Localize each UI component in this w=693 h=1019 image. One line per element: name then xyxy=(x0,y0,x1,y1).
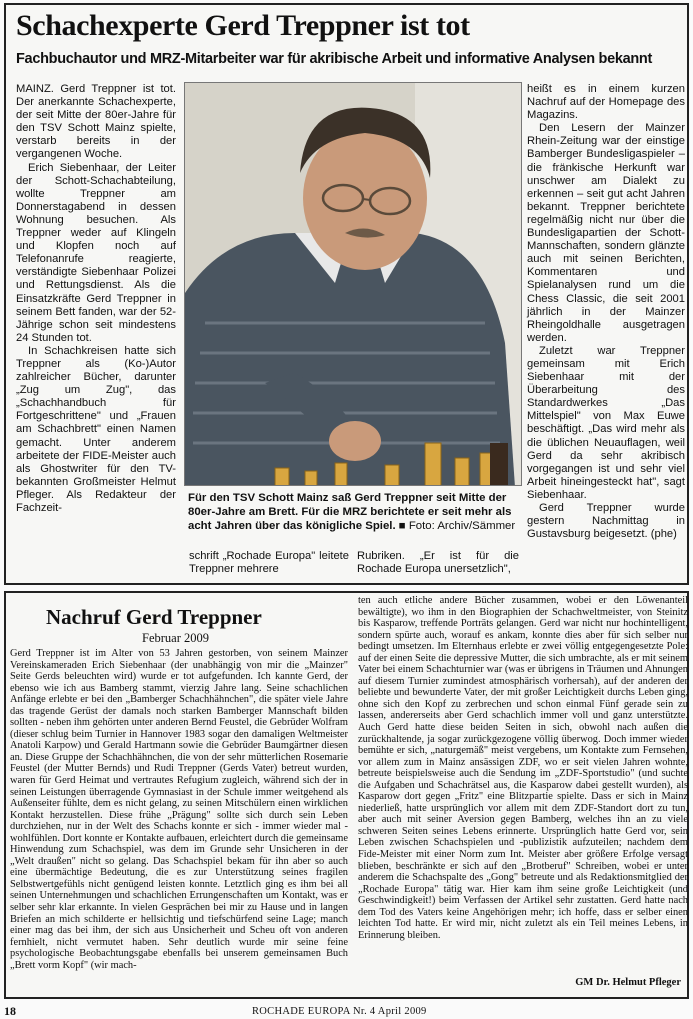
article-paragraph: Zuletzt war Treppner gemeinsam mit Erich Siebenhaar mit der Überarbeitung des Standardwerkes „Das Mittelspiel" von Max Euwe beschäftigt. „Das wird mehr als die üblichen Neuauflagen, weil Gerd da sehr akribisch vorgegangen ist und sehr viel Arbeit hineingesteckt hat", sagt Siebenhaar. xyxy=(527,344,685,501)
article-continuation-2: Rubriken. „Er ist für die Rochade Europa unersetzlich", xyxy=(357,550,519,576)
article-photo xyxy=(184,82,522,486)
obituary-title: Nachruf Gerd Treppner xyxy=(46,605,262,629)
obituary-left-column: Gerd Treppner ist im Alter von 53 Jahren gestorben, von seinem Mainzer Vereinskameraden Erich Siebenhaar (der unabhängig von mir die „Mainzer" Seite Gerds beleuchten wird) wurde er tot aufgefunden. Ich kannte Gerd, der ebenso wie ich aus Bamberg stammt, vierzig Jahre lang. Seine schachlichen Anfänge erlebte er bei den „Bamberger Schachhähnchen", die später viele Jahre das tragende Gerüst der damals noch starken Bamberger Mannschaft bilden sollten - neben ihm gehörten unter anderen Bernd Feustel, die Gebrüder Wolfram (dieser schlug beim Turnier in Hannover 1983 sogar den damaligen Weltmeister Anatoli Karpow) und Gerald Hartmann sowie die Gebrüder Baumgärtner diesen an. Diese Gruppe der Schachhähnchen, die von der sehr mütterlichen Rosemarie Feustel (der Mutter Bernds) und Rudi Treppner (Gerds Vater) betreut wurden, waren für Gerd Heimat und vertrautes Refugium zugleich, während sich der in seinen Leistungen überragende Gymnasiast in der Schule immer weitgehend als Außenseiter fühlte, dem es nicht gelang, zu seinen Mitschülern einen wirklichen Kontakt herzustellen. Diese frühe „Prägung" sollte sich durch sein Leben durchziehen, nur in der Welt des Schachs konnte er sich - immer wieder mal - wohlfühlen. Dort konnte er Kontakte aufbauen, erleichtert durch die gemeinsame Hinwendung zum Schachspiel, was dem im Grunde sehr Unsicheren in der „Welt draußen" nicht so gelang. Das Schachspiel bekam für ihn aber so auch eine übermächtige Bedeutung, die es zur Unterstützung seines fragilen Selbstwertgefühls nicht genügend leisten konnte. Letztlich ging es ihm bei all seinen Unternehmungen und schachlichen Errungenschaften um Kontakt, was er selber sehr klar erkannte. In vielen Gesprächen bei mir zu Hause und in langen Briefen an mich schilderte er hellsichtig und tiefschürfend seine Lage; manch einer mag das bei ihm, der sich aus Unsicherheit und Scheu oft von anderen fernhielt, nicht vermutet haben. Sehr deutlich wurde mir seine feine psychologische Beobachtungsgabe ebenfalls bei unserem gemeinsamen Buch „Brett vorm Kopf" (wir mach- xyxy=(10,648,348,971)
obituary-right-column: ten auch etliche andere Bücher zusammen, wobei er den Löwenanteil bewältigte), wo ihm in den Biographien der Schachweltmeister, von Steinitz bis Kasparow, treffende Porträts gelangen. Gerd war nicht nur hochintelligent, sondern spürte auch, worauf es ankam, konnte dies aber für sich selber nur bedingt umsetzen. Im Elternhaus erlebte er zwei völlig entgegengesetzte Pole: auf der einen Seite die depressive Mutter, die sich umbrachte, als er mit seinem Vater bei einem Schachturnier war (was er übrigens in Träumen und Ahnungen auf diesem Turnier zumindest atmosphärisch vorhersah), auf der anderen der beliebte und bewunderte Vater, der mit großer Leichtigkeit durchs Leben ging, ohne sich den Kopf zu zerbrechen und schon einmal Fünf gerade sein zu lassen, andererseits aber Gerd schachlich immer voll und ganz unterstützte. Auch Gerd hatte diese beiden Seiten in sich, obwohl nach außen die zurückhaltende, ja sogar zurückgezogene völlig überwog. Doch immer wieder bemühte er sich, „naturgemäß" meist vergebens, um Kontakte zum Fernsehen, vor allem zum in Mainz ansässigen ZDF, wo er seit vielen Jahren wohnte, betreute beispielsweise auch die Sendung im „ZDF-Sportstudio" (und suchte die Aufgaben und Schachrätsel aus, die Kasparow dabei gestellt wurden), als Kasparow dort gegen „Fritz" eine Blitzpartie spielte. Dass er sich in Mainz niederließ, hatte ursprünglich vor allem mit dem ZDF-Standort dort zu tun, aber auch mit seiner Aversion gegen Bamberg, welches ihn an zu viele schweren Seiten seines Lebens erinnerte. Ursprünglich hatte Gerd vor, sein Leben zwischen Schachspielen und -publizistik aufzuteilen; nachdem dem Fide-Meister mit einer Norm zum Int. Meister aber größere Erfolge versagt blieben, beschränkte er sich auf den „Brotberuf" Schreiben, wobei er unter anderem die Schachspalte des „Gong" betreute und als Redaktionsmitglied der „Rochade Europa" tätig war. Hier kam ihm seine große Leichtigkeit (und Geschwindigkeit!) beim Verfassen der Artikel sehr zustatten. Gerd hatte nach dem Tod des Vaters keine Angehörigen mehr; ich hoffe, dass er selber einen leichten Tod hatte. Er wird mir, nicht zuletzt als ein Teil meines Lebens, in Erinnerung bleiben. xyxy=(358,595,688,941)
article-headline: Schachexperte Gerd Treppner ist tot xyxy=(16,9,470,42)
article-paragraph: heißt es in einem kurzen Nachruf auf der Homepage des Magazins. xyxy=(527,83,685,122)
article-paragraph: MAINZ. Gerd Treppner ist tot. Der anerkannte Schachexperte, der seit Mitte der 80er-Jahre für den TSV Schott Mainz spielte, verstarb bereits in der vergangenen Woche. xyxy=(16,83,176,161)
article-paragraph: Den Lesern der Mainzer Rhein-Zeitung war der einstige Bamberger Bundesligaspieler – die fränkische Herkunft war unschwer am Dialekt zu erkennen – seit gut acht Jahren bekannt. Treppner berichtete regelmäßig nicht nur über die Bundesligapartien der Schott-Mannschaften, sondern glänzte auch mit seinen Berichten, Kommentaren und Spielanalysen rund um die Chess Classic, die seit 2001 jährlich in der Mainzer Rheingoldhalle ausgetragen werden. xyxy=(527,122,685,344)
article-paragraph: Gerd Treppner wurde gestern Nachmittag in Gustavsburg beigesetzt. (phe) xyxy=(527,502,685,541)
article-left-column xyxy=(16,83,176,515)
obituary-signature: GM Dr. Helmut Pfleger xyxy=(575,977,681,988)
article-paragraph: In Schachkreisen hatte sich Treppner als (Ko-)Autor zahlreicher Bücher, darunter „Zug um Zug", das „Schachhandbuch für Fortgeschrittene" und „Frauen am Schachbrett" einen Namen gemacht. Unter anderem arbeitete der FIDE-Meister auch als Ghostwriter für den TV-bekannten Großmeister Helmut Pfleger. Als Redakteur der Fachzeit- xyxy=(16,344,176,514)
magazine-footer: ROCHADE EUROPA Nr. 4 April 2009 xyxy=(252,1006,427,1017)
article-paragraph: Erich Siebenhaar, der Leiter der Schott-Schachabteilung, wollte Treppner am Donnerstagabend in dessen Wohnung besuchen. Als Treppner weder auf Klingeln und Klopfen noch auf Telefonanrufe reagierte, verständigte Siebenhaar Polizei und Rettungsdienst. Als die Einsatzkräfte Gerd Treppner in seinem Bett fanden, war der 52-Jährige schon seit mindestens 24 Stunden tot. xyxy=(16,161,176,344)
article-continuation-1: schrift „Rochade Europa" leitete Treppner mehrere xyxy=(189,550,349,576)
obituary-box xyxy=(4,591,689,999)
article-right-column xyxy=(527,83,685,541)
article-subhead: Fachbuchautor und MRZ-Mitarbeiter war für akribische Arbeit und informative Analysen bekannt xyxy=(16,51,653,67)
photo-credit: ■ Foto: Archiv/Sämmer xyxy=(398,520,516,532)
newspaper-clipping xyxy=(4,3,689,585)
obituary-date: Februar 2009 xyxy=(142,631,209,645)
photo-caption-text: Für den TSV Schott Mainz saß Gerd Treppner seit Mitte der 80er-Jahre am Brett. Für die MRZ berichtete er seit mehr als acht Jahren über das königliche Spiel. xyxy=(188,492,512,532)
page-number: 18 xyxy=(4,1004,16,1018)
photo-caption xyxy=(188,491,522,533)
portrait-illustration xyxy=(185,83,522,486)
